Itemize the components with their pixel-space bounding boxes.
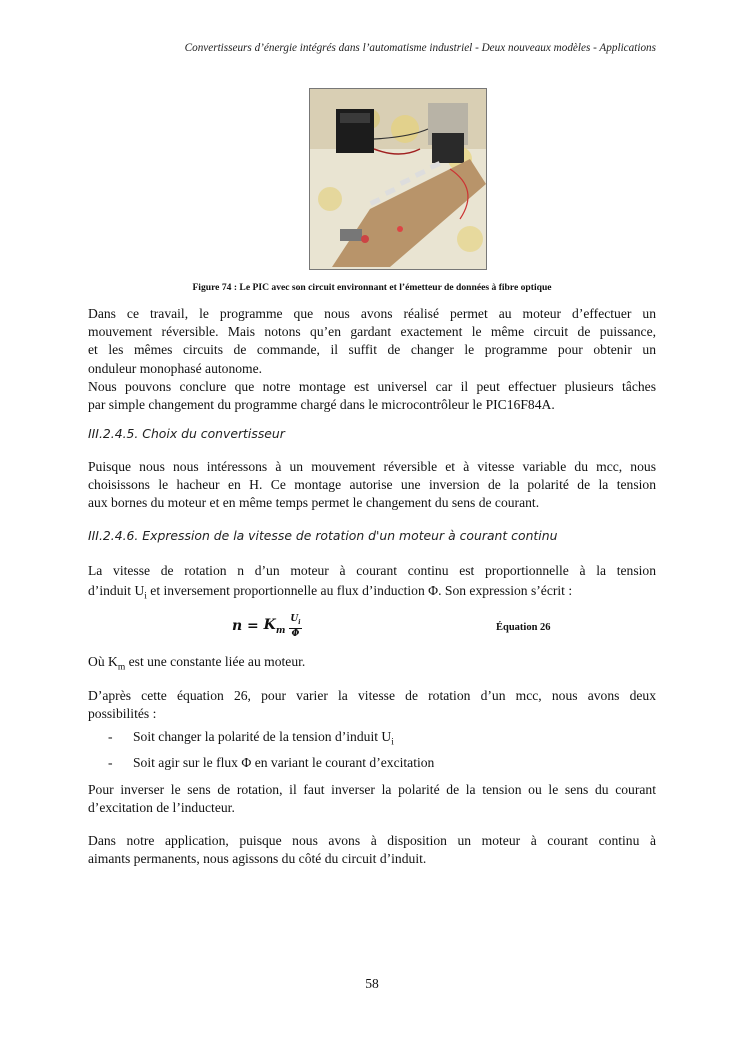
bullet-list (108, 727, 656, 772)
list-item: - Soit changer la polarité de la tension d’induit $U_i$ (108, 729, 394, 748)
paragraph-4 (88, 561, 656, 607)
equation-26 (232, 614, 302, 639)
equation-numerator: $U_i$ (289, 614, 301, 629)
text-line: Pour inverser le sens de rotation, il faut inverser la polarité de la tension ou le sens du courant (88, 782, 656, 797)
text-line: d’excitation de l’inducteur. (88, 800, 235, 816)
list-item: - Soit agir sur le flux Φ en variant le courant d’excitation (108, 754, 435, 770)
running-header: Convertisseurs d’énergie intégrés dans l’automatisme industriel - Deux nouveaux modèles - Applications (184, 42, 656, 54)
section-heading-vitesse: III.2.4.6. Expression de la vitesse de rotation d'un moteur à courant continu (88, 528, 558, 543)
paragraph-1 (88, 305, 656, 414)
section-heading-convertisseur: III.2.4.5. Choix du convertisseur (88, 426, 285, 441)
text-line: et les mêmes circuits de commande, il suffit de changer le programme pour obtenir un (88, 342, 656, 358)
text-line: aux bornes du moteur et en même temps permet le changement du sens de courant. (88, 495, 540, 511)
text-line: La vitesse de rotation n d’un moteur à courant continu est proportionnelle à la tension (88, 563, 656, 578)
text-line: onduleur monophasé autonome. (88, 360, 263, 376)
page-number: 58 (365, 976, 379, 991)
paragraph-8 (88, 832, 656, 868)
equation-label: Équation 26 (496, 622, 551, 633)
text-line: Puisque nous nous intéressons à un mouvement réversible et à vitesse variable du mcc, nous (88, 459, 656, 474)
figure-caption: Figure 74 : Le PIC avec son circuit environnant et l’émetteur de données à fibre optique (192, 282, 552, 293)
text-line: Nous pouvons conclure que notre montage est universel car il peut effectuer plusieurs tâches (88, 378, 656, 394)
equation-fraction (289, 614, 301, 639)
paragraph-5: Où $K_m$ est une constante liée au moteur. (88, 654, 306, 673)
text-line: mouvement réversible. Mais notons qu’en gardant exactement le même circuit de puissance, (88, 324, 656, 340)
text-line: choisissons le hacheur en H. Ce montage autorise une inversion de la polarité de la tension (88, 477, 656, 493)
equation-lhs: n (232, 618, 243, 635)
paragraph-3 (88, 458, 656, 513)
text-line: aimants permanents, nous agissons du côté du circuit d’induit. (88, 851, 427, 867)
circuit-board-photo (310, 89, 486, 269)
equation-constant: $K_m$ (263, 617, 286, 636)
text-line: d’induit $U_i$ et inversement proportionnelle au flux d’induction Φ. Son expression s’écrit : (88, 583, 573, 602)
text-line: par simple changement du programme chargé dans le microcontrôleur le PIC16F84A. (88, 397, 555, 413)
figure-photo (309, 88, 487, 270)
text-line: D’après cette équation 26, pour varier la vitesse de rotation d’un mcc, nous avons deux (88, 688, 656, 703)
text-line: Dans notre application, puisque nous avons à disposition un moteur à courant continu à (88, 833, 656, 848)
paragraph-7 (88, 781, 656, 817)
text-line: possibilités : (88, 706, 157, 722)
equation-equals: = (242, 618, 264, 635)
equation-denominator: Φ (291, 628, 300, 639)
paragraph-6 (88, 687, 656, 723)
text-line: Dans ce travail, le programme que nous avons réalisé permet au moteur d’effectuer un (88, 306, 656, 321)
